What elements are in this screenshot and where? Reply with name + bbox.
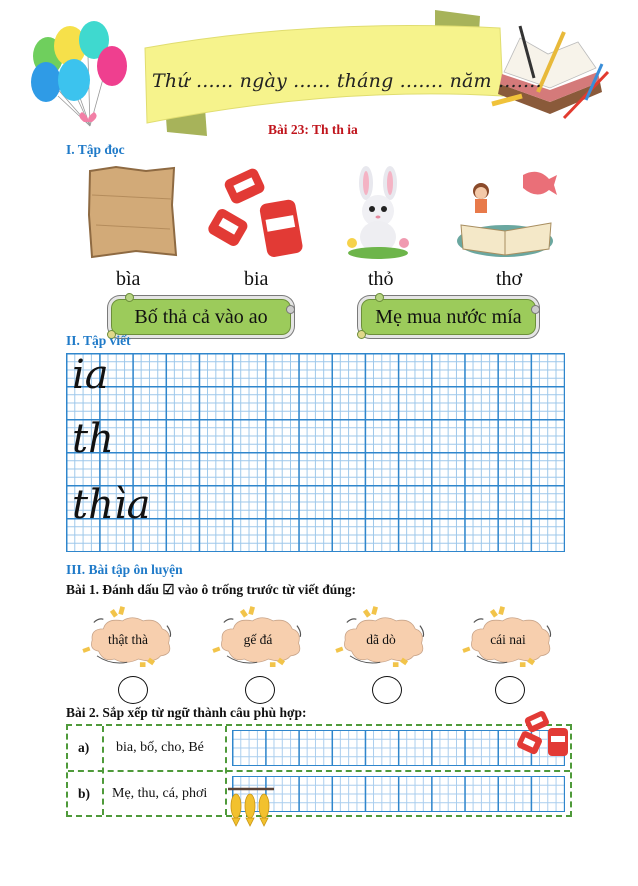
- word-bia: bia: [244, 268, 269, 290]
- rabbit-icon: [338, 165, 418, 260]
- sentence-pill-1: [108, 296, 294, 338]
- exercise1-title: Bài 1. Đánh dấu ☑ vào ô trống trước từ viết đúng:: [66, 582, 357, 597]
- beer-cans-icon: [514, 710, 572, 758]
- drying-fish-icon: [228, 786, 276, 830]
- date-line: Thứ ...... ngày ...... tháng ....... năm .......: [152, 70, 542, 92]
- sentence-text-1: Bố thả cả vào ao: [134, 305, 268, 328]
- balloons-icon: [28, 18, 138, 138]
- option-label-3: dã dò: [366, 632, 396, 647]
- word-bia-grave: bìa: [116, 268, 141, 290]
- section-heading-reading: I. Tập đọc: [66, 142, 125, 157]
- option-cloud-2: [204, 605, 312, 665]
- row-b-answer-grid[interactable]: [232, 776, 565, 812]
- option-checkbox-4[interactable]: [495, 676, 525, 704]
- exercise2-table: [66, 724, 572, 817]
- option-checkbox-1[interactable]: [118, 676, 148, 704]
- row-a-words: bia, bố, cho, Bé: [116, 740, 204, 755]
- lesson-title: Bài 23: Th th ia: [268, 122, 358, 137]
- word-tho-poem: thơ: [496, 268, 523, 290]
- section-heading-writing: II. Tập viết: [66, 333, 131, 348]
- option-label-4: cái nai: [490, 632, 526, 647]
- option-label-1: thật thà: [107, 632, 149, 647]
- option-cloud-1: [74, 605, 182, 665]
- option-cloud-4: [454, 605, 562, 665]
- row-a-label: a): [78, 740, 90, 755]
- cardboard-icon: [86, 165, 178, 260]
- practice-word-ia: ia: [72, 352, 109, 398]
- sentence-text-2: Mẹ mua nước mía: [375, 305, 522, 328]
- option-label-2: gế đá: [243, 632, 273, 647]
- row-b-label: b): [78, 786, 91, 801]
- writing-grid[interactable]: [66, 353, 565, 552]
- option-checkbox-3[interactable]: [372, 676, 402, 704]
- option-cloud-3: [327, 605, 435, 665]
- storybook-icon: [453, 165, 558, 260]
- practice-word-thia: thìa: [72, 482, 151, 528]
- practice-word-th: th: [72, 416, 114, 462]
- word-tho: thỏ: [368, 268, 394, 290]
- row-b-words: Mẹ, thu, cá, phơi: [112, 786, 208, 801]
- beer-cans-icon: [205, 165, 305, 260]
- exercise2-title: Bài 2. Sắp xếp từ ngữ thành câu phù hợp:: [66, 705, 307, 720]
- sentence-pill-2: [358, 296, 539, 338]
- section-heading-exercises: III. Bài tập ôn luyện: [66, 562, 183, 577]
- option-checkbox-2[interactable]: [245, 676, 275, 704]
